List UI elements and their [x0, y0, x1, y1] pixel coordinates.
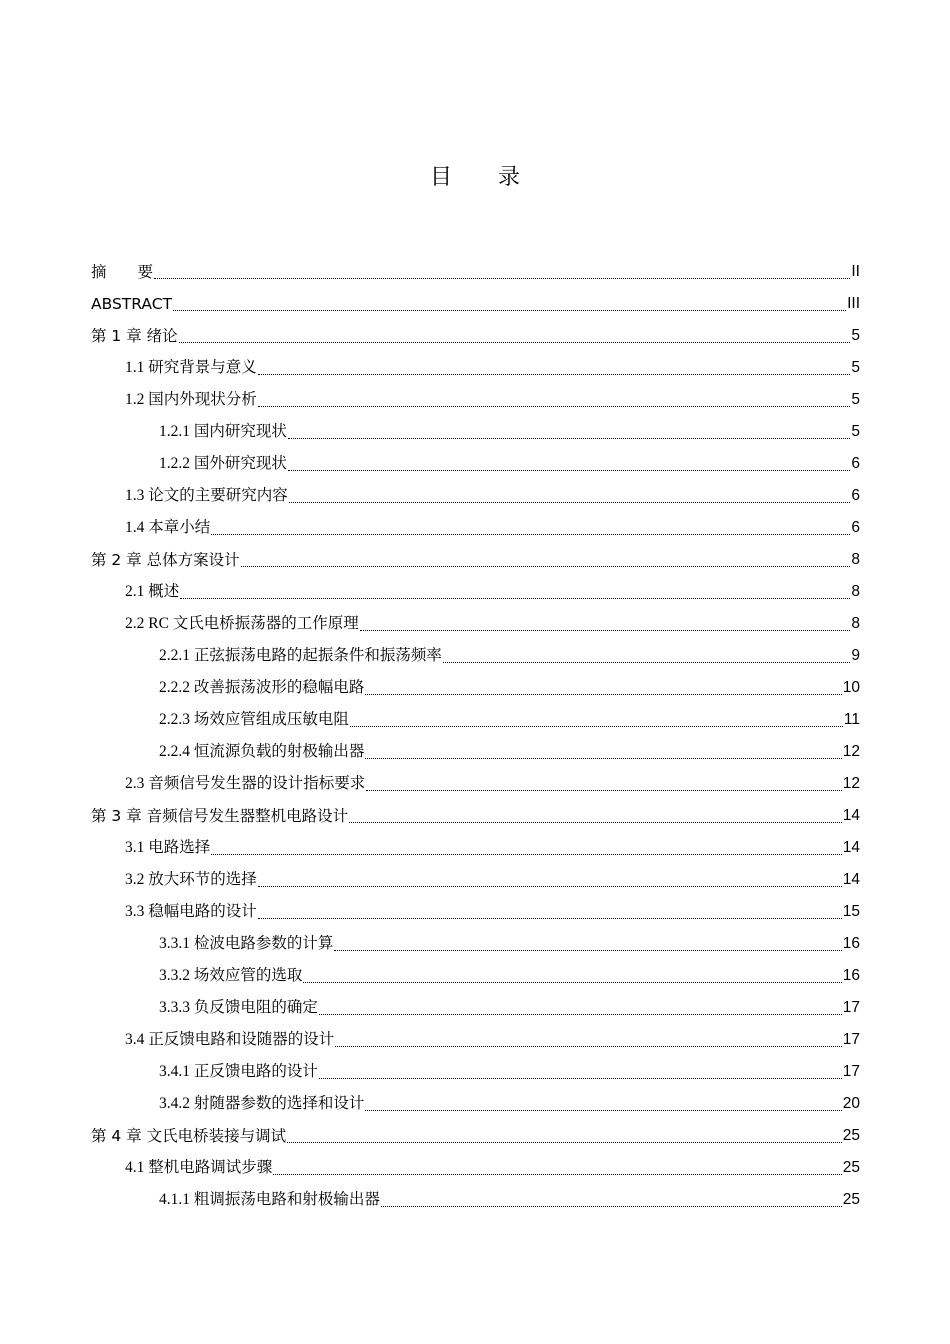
- table-of-contents: [91, 256, 860, 1216]
- dot-leader: [365, 1110, 841, 1111]
- toc-entry-label: 4.1.1 粗调振荡电路和射极输出器: [159, 1191, 380, 1208]
- toc-entry[interactable]: [91, 480, 860, 512]
- toc-entry[interactable]: [91, 640, 860, 672]
- toc-entry-page-number: 16: [842, 967, 860, 984]
- toc-entry[interactable]: [91, 1184, 860, 1216]
- toc-entry-label: ABSTRACT: [91, 295, 173, 313]
- toc-entry-label: 3.3.2 场效应管的选取: [159, 967, 303, 984]
- toc-entry[interactable]: [91, 1152, 860, 1184]
- toc-entry[interactable]: [91, 352, 860, 384]
- toc-entry-page-number: 17: [842, 1031, 860, 1048]
- toc-entry-label: 3.3 稳幅电路的设计: [125, 903, 257, 920]
- toc-entry[interactable]: [91, 704, 860, 736]
- toc-entry-label: 2.3 音频信号发生器的设计指标要求: [125, 775, 366, 792]
- dot-leader: [273, 1174, 841, 1175]
- toc-entry[interactable]: [91, 544, 860, 576]
- dot-leader: [288, 438, 850, 439]
- dot-leader: [288, 470, 850, 471]
- toc-entry-page-number: 17: [842, 1063, 860, 1080]
- toc-entry-label: 第 1 章 绪论: [91, 327, 178, 345]
- toc-entry-page-number: 8: [851, 551, 860, 568]
- dot-leader: [365, 694, 841, 695]
- page-title: [0, 160, 950, 191]
- toc-entry-page-number: 17: [842, 999, 860, 1016]
- dot-leader: [335, 1046, 841, 1047]
- toc-entry-page-number: 5: [851, 391, 860, 408]
- toc-entry[interactable]: [91, 416, 860, 448]
- toc-entry[interactable]: [91, 1056, 860, 1088]
- toc-entry[interactable]: [91, 896, 860, 928]
- toc-entry-page-number: 12: [842, 743, 860, 760]
- toc-entry-label: 1.4 本章小结: [125, 519, 211, 536]
- toc-entry[interactable]: [91, 512, 860, 544]
- toc-entry[interactable]: [91, 960, 860, 992]
- toc-entry-page-number: 25: [842, 1159, 860, 1176]
- dot-leader: [443, 662, 850, 663]
- toc-entry-label: 2.2.3 场效应管组成压敏电阻: [159, 711, 349, 728]
- toc-entry-page-number: III: [847, 295, 860, 312]
- toc-entry-label: 3.4.1 正反馈电路的设计: [159, 1063, 318, 1080]
- toc-entry-label: 3.2 放大环节的选择: [125, 871, 257, 888]
- dot-leader: [258, 374, 851, 375]
- toc-entry[interactable]: [91, 288, 860, 320]
- toc-entry-label: 第 3 章 音频信号发生器整机电路设计: [91, 807, 349, 825]
- toc-entry-page-number: 6: [851, 455, 860, 472]
- toc-entry[interactable]: [91, 448, 860, 480]
- toc-entry-label: 3.1 电路选择: [125, 839, 211, 856]
- toc-entry-label: 摘 要: [91, 263, 154, 281]
- toc-entry-page-number: 8: [851, 615, 860, 632]
- toc-entry-label: 2.2.4 恒流源负载的射极输出器: [159, 743, 365, 760]
- toc-entry[interactable]: [91, 736, 860, 768]
- toc-entry[interactable]: [91, 256, 860, 288]
- toc-entry-label: 3.3.1 检波电路参数的计算: [159, 935, 334, 952]
- toc-entry[interactable]: [91, 800, 860, 832]
- toc-entry-label: 2.2.1 正弦振荡电路的起振条件和振荡频率: [159, 647, 442, 664]
- toc-entry[interactable]: [91, 864, 860, 896]
- dot-leader: [349, 822, 842, 823]
- dot-leader: [287, 1142, 842, 1143]
- dot-leader: [258, 918, 842, 919]
- toc-entry-label: 1.1 研究背景与意义: [125, 359, 257, 376]
- dot-leader: [211, 854, 841, 855]
- toc-entry-page-number: 6: [851, 519, 860, 536]
- dot-leader: [258, 406, 851, 407]
- toc-entry-label: 3.3.3 负反馈电阻的确定: [159, 999, 318, 1016]
- dot-leader: [303, 982, 841, 983]
- toc-entry[interactable]: [91, 1024, 860, 1056]
- dot-leader: [180, 598, 850, 599]
- dot-leader: [360, 630, 851, 631]
- dot-leader: [154, 278, 850, 279]
- toc-entry[interactable]: [91, 1088, 860, 1120]
- dot-leader: [381, 1206, 842, 1207]
- toc-entry[interactable]: [91, 608, 860, 640]
- toc-entry-page-number: 9: [851, 647, 860, 664]
- title-char-1: 目: [429, 165, 452, 190]
- dot-leader: [173, 310, 846, 311]
- toc-entry-page-number: 25: [842, 1127, 860, 1144]
- toc-entry[interactable]: [91, 992, 860, 1024]
- toc-entry-label: 1.2.2 国外研究现状: [159, 455, 287, 472]
- toc-entry[interactable]: [91, 832, 860, 864]
- dot-leader: [258, 886, 842, 887]
- toc-entry-label: 1.2.1 国内研究现状: [159, 423, 287, 440]
- dot-leader: [350, 726, 843, 727]
- title-char-2: 录: [498, 165, 521, 190]
- dot-leader: [334, 950, 841, 951]
- toc-entry-label: 1.2 国内外现状分析: [125, 391, 257, 408]
- toc-entry-label: 2.2 RC 文氏电桥振荡器的工作原理: [125, 615, 359, 632]
- toc-entry-label: 3.4.2 射随器参数的选择和设计: [159, 1095, 365, 1112]
- toc-entry[interactable]: [91, 320, 860, 352]
- toc-entry-page-number: 15: [842, 903, 860, 920]
- toc-entry-label: 3.4 正反馈电路和设随器的设计: [125, 1031, 335, 1048]
- dot-leader: [241, 566, 851, 567]
- toc-entry[interactable]: [91, 576, 860, 608]
- dot-leader: [319, 1014, 842, 1015]
- toc-entry-page-number: 14: [842, 807, 860, 824]
- toc-entry-label: 2.2.2 改善振荡波形的稳幅电路: [159, 679, 365, 696]
- toc-entry-page-number: 14: [842, 839, 860, 856]
- toc-entry-label: 第 2 章 总体方案设计: [91, 551, 240, 569]
- dot-leader: [211, 534, 850, 535]
- toc-entry-page-number: 5: [851, 359, 860, 376]
- toc-entry-label: 4.1 整机电路调试步骤: [125, 1159, 273, 1176]
- toc-entry[interactable]: [91, 928, 860, 960]
- toc-entry-page-number: 11: [843, 711, 860, 728]
- toc-entry-page-number: 25: [842, 1191, 860, 1208]
- toc-entry[interactable]: [91, 768, 860, 800]
- dot-leader: [289, 502, 851, 503]
- toc-entry-page-number: II: [851, 263, 860, 280]
- toc-entry[interactable]: [91, 672, 860, 704]
- toc-entry-page-number: 8: [851, 583, 860, 600]
- toc-entry-label: 1.3 论文的主要研究内容: [125, 487, 288, 504]
- toc-entry-label: 2.1 概述: [125, 583, 180, 600]
- toc-entry-label: 第 4 章 文氏电桥装接与调试: [91, 1127, 287, 1145]
- dot-leader: [179, 342, 851, 343]
- dot-leader: [366, 790, 841, 791]
- toc-entry-page-number: 16: [842, 935, 860, 952]
- toc-entry-page-number: 20: [842, 1095, 860, 1112]
- toc-entry-page-number: 5: [851, 327, 860, 344]
- toc-entry-page-number: 14: [842, 871, 860, 888]
- toc-entry[interactable]: [91, 384, 860, 416]
- dot-leader: [365, 758, 841, 759]
- toc-entry-page-number: 6: [851, 487, 860, 504]
- toc-entry-page-number: 12: [842, 775, 860, 792]
- toc-entry-page-number: 10: [842, 679, 860, 696]
- toc-entry[interactable]: [91, 1120, 860, 1152]
- toc-entry-page-number: 5: [851, 423, 860, 440]
- dot-leader: [319, 1078, 842, 1079]
